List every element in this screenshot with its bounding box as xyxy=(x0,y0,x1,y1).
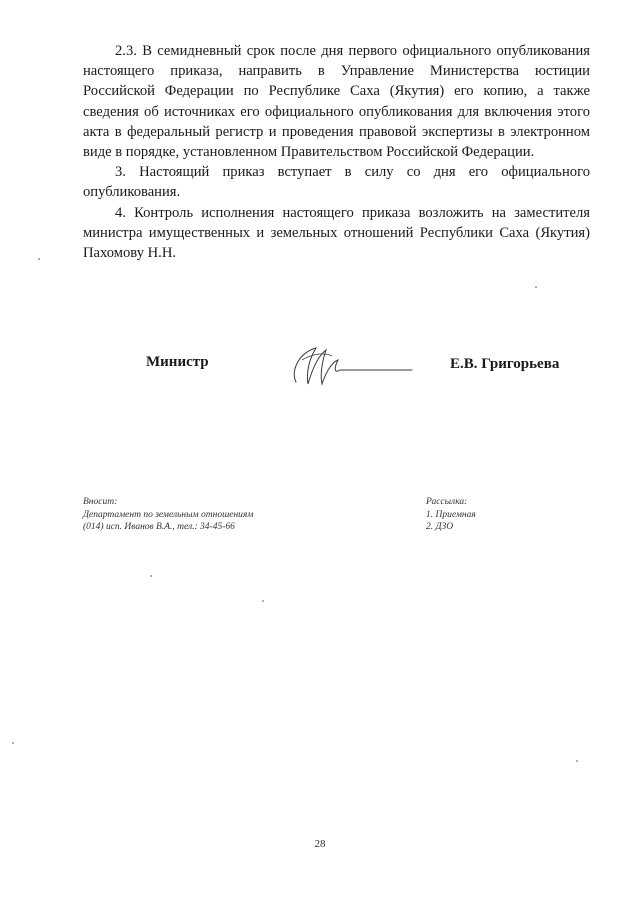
page-number: 28 xyxy=(314,838,326,850)
scan-speck xyxy=(535,286,537,288)
distribution-item: 1. Приемная xyxy=(426,509,476,520)
signatory-name: Е.В. Григорьева xyxy=(450,356,560,372)
distribution-block xyxy=(426,496,476,534)
paragraph-3: 3. Настоящий приказ вступает в силу со дня его официального опубликования. xyxy=(83,164,590,201)
scan-speck xyxy=(150,575,152,577)
document-body xyxy=(83,41,590,263)
scan-speck xyxy=(38,258,40,260)
handwritten-signature xyxy=(282,340,417,390)
scan-speck xyxy=(576,760,578,762)
scan-speck xyxy=(262,600,264,602)
submitted-by-label: Вносит: xyxy=(83,497,118,507)
signatory-role: Министр xyxy=(146,354,209,370)
paragraph-2-3: 2.3. В семидневный срок после дня первого официального опубликования настоящего приказа, направить в Управление Министерства юстиции Российской Федерации по Республике Саха (Якутия) его копию, а также сведения об источниках его официального опубликования для включения этого акта в федеральный регистр и проведения правовой экспертизы в электронном виде в порядке, установленном Правительством Российской Федерации. xyxy=(83,43,590,161)
scan-speck xyxy=(12,742,14,744)
distribution-label: Рассылка: xyxy=(426,497,468,507)
distribution-item: 2. ДЗО xyxy=(426,522,454,532)
paragraph-4: 4. Контроль исполнения настоящего приказа возложить на заместителя министра имущественных и земельных отношений Республики Саха (Якутия) Пахомову Н.Н. xyxy=(83,204,590,262)
submitted-by-contact: (014) исп. Иванов В.А., тел.: 34-45-66 xyxy=(83,522,235,532)
submitted-by-department: Департамент по земельным отношениям xyxy=(83,509,254,520)
submitted-by-block xyxy=(83,496,253,534)
